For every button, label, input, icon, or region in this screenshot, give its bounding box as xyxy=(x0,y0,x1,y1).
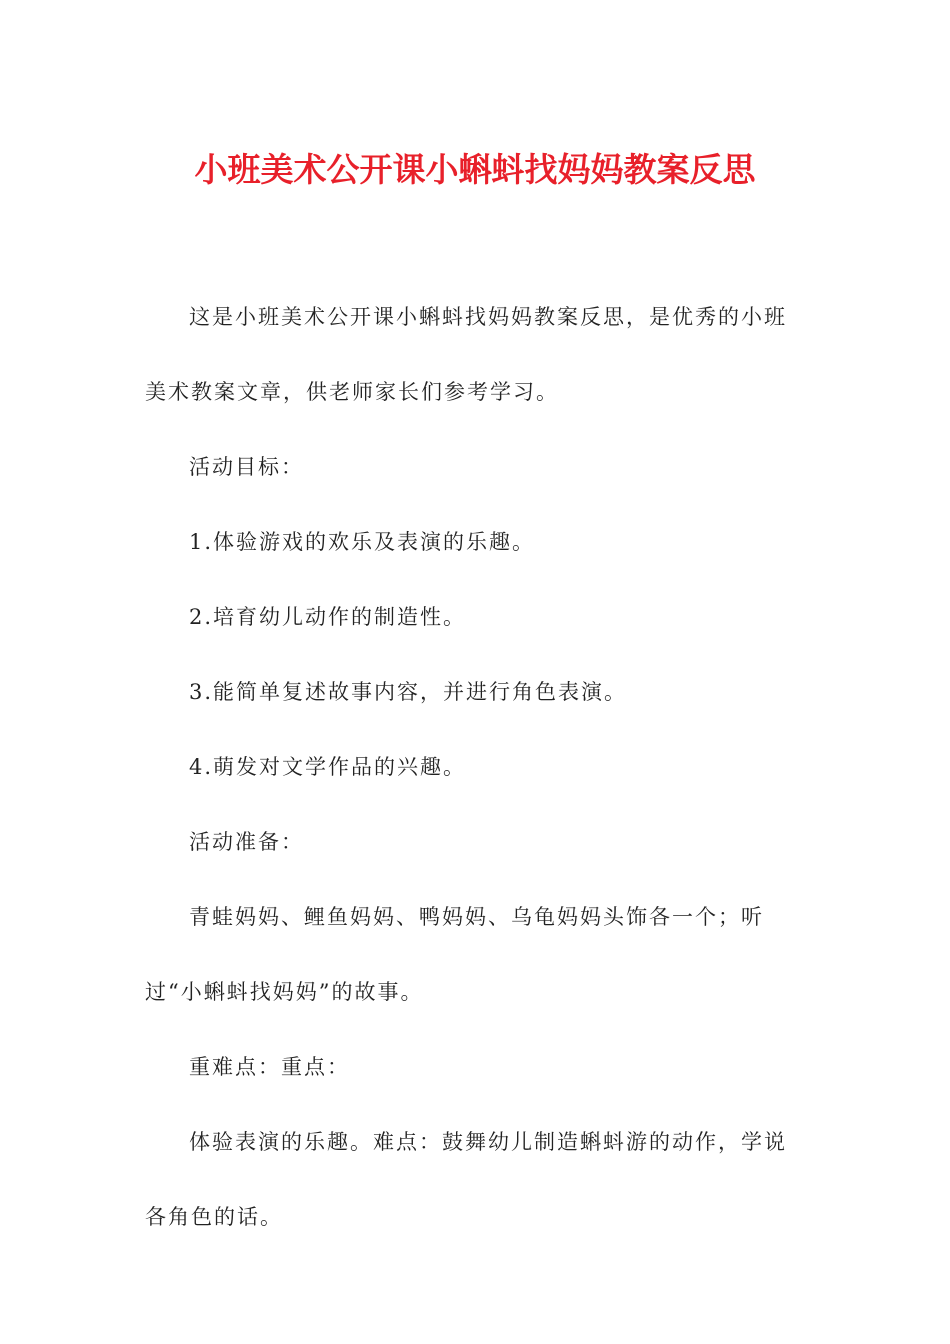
objective-item-4: 4.萌发对文学作品的兴趣。 xyxy=(189,755,467,779)
objective-item-2: 2.培育幼儿动作的制造性。 xyxy=(189,605,467,629)
key-points-paragraph: 体验表演的乐趣。难点：鼓舞幼儿制造蝌蚪游的动作，学说各角色的话。 xyxy=(145,1130,787,1229)
page-title: 小班美术公开课小蝌蚪找妈妈教案反思 xyxy=(194,150,756,189)
intro-paragraph: 这是小班美术公开课小蝌蚪找妈妈教案反思，是优秀的小班美术教案文章，供老师家长们参考学习。 xyxy=(145,305,787,404)
preparation-paragraph: 青蛙妈妈、鲤鱼妈妈、鸭妈妈、乌龟妈妈头饰各一个；听过“小蝌蚪找妈妈”的故事。 xyxy=(145,905,764,1004)
document-body xyxy=(145,280,795,1255)
objective-item-3: 3.能简单复述故事内容，并进行角色表演。 xyxy=(189,680,628,704)
section-heading-key-points: 重难点：重点： xyxy=(189,1055,350,1079)
section-heading-objectives: 活动目标： xyxy=(189,455,304,479)
objective-item-1: 1.体验游戏的欢乐及表演的乐趣。 xyxy=(189,530,536,554)
section-heading-preparation: 活动准备： xyxy=(189,830,304,854)
